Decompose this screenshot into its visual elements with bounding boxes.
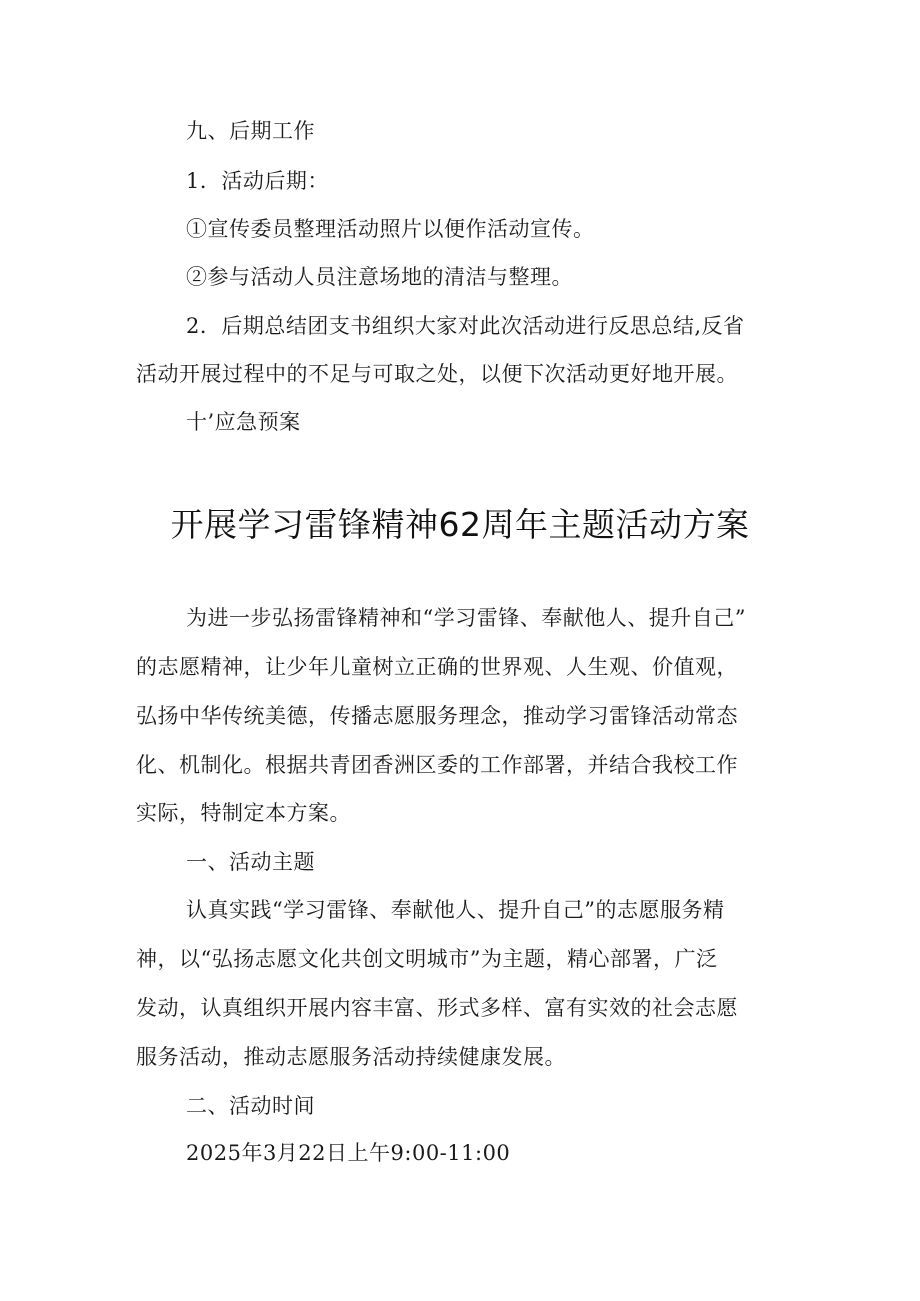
theme-line-4: 服务活动，推动志愿服务活动持续健康发展。: [136, 1045, 566, 1069]
section-heading-10: 十’应急预案: [186, 410, 301, 434]
list-item-1: 1．活动后期：: [186, 169, 329, 193]
theme-line-3: 发动，认真组织开展内容丰富、形式多样、富有实效的社会志愿: [136, 996, 738, 1020]
intro-line-3: 弘扬中华传统美德，传播志愿服务理念，推动学习雷锋活动常态: [136, 704, 738, 728]
intro-line-2: 的志愿精神，让少年儿童树立正确的世界观、人生观、价值观，: [136, 655, 738, 679]
intro-line-4: 化、机制化。根据共青团香洲区委的工作部署，并结合我校工作: [136, 753, 738, 777]
theme-line-1: 认真实践“学习雷锋、奉献他人、提升自己”的志愿服务精: [186, 898, 725, 922]
section-heading-1: 一、活动主题: [186, 850, 315, 874]
intro-line-5: 实际，特制定本方案。: [136, 801, 351, 825]
bullet-item-2: ②参与活动人员注意场地的清洁与整理。: [186, 265, 573, 289]
section-heading-2: 二、活动时间: [186, 1094, 315, 1118]
theme-line-2: 神，以“弘扬志愿文化共创文明城市”为主题，精心部署，广泛: [136, 947, 718, 971]
intro-line-1: 为进一步弘扬雷锋精神和“学习雷锋、奉献他人、提升自己”: [186, 606, 746, 630]
bullet-item-1: ①宣传委员整理活动照片以便作活动宣传。: [186, 217, 595, 241]
section-heading-9: 九、后期工作: [186, 119, 315, 143]
document-title: 开展学习雷锋精神62周年主题活动方案: [170, 505, 750, 544]
activity-time: 2025年3月22日上午9:00-11:00: [186, 1141, 511, 1165]
list-item-2-line-2: 活动开展过程中的不足与可取之处，以便下次活动更好地开展。: [136, 362, 738, 386]
list-item-2-line-1: 2．后期总结团支书组织大家对此次活动进行反思总结,反省: [186, 314, 745, 338]
